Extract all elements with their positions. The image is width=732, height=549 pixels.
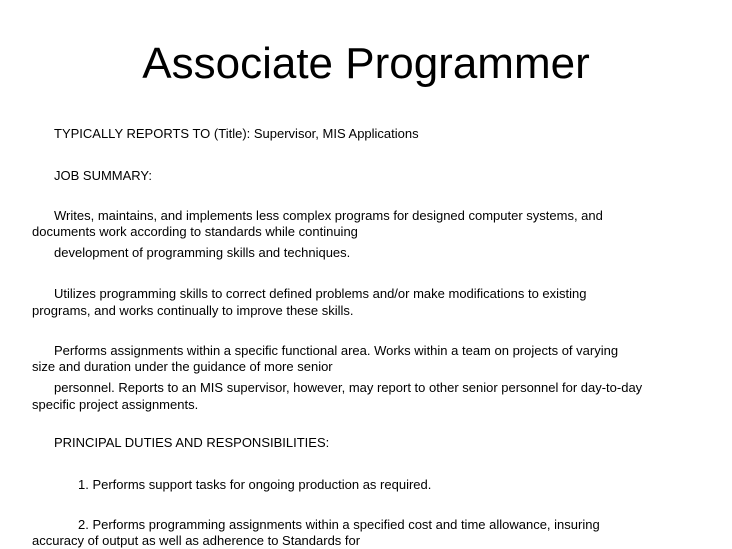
reports-to-line: TYPICALLY REPORTS TO (Title): Supervisor, MIS Applications (54, 126, 419, 141)
summary-p1-line-1: Writes, maintains, and implements less complex programs for designed computer systems, and (54, 208, 603, 223)
summary-p3-line-3: personnel. Reports to an MIS supervisor, however, may report to other senior personnel for day-to-day (54, 380, 643, 395)
summary-p3-line-2: size and duration under the guidance of more senior (32, 359, 333, 374)
summary-p1-line-2: documents work according to standards while continuing (32, 224, 358, 239)
summary-p1-line-3: development of programming skills and techniques. (54, 245, 351, 260)
duty-item-2-line-1: 2. Performs programming assignments within a specified cost and time allowance, insuring (78, 517, 600, 532)
page-title: Associate Programmer (142, 39, 590, 88)
duties-heading: PRINCIPAL DUTIES AND RESPONSIBILITIES: (54, 435, 330, 450)
job-summary-heading: JOB SUMMARY: (54, 168, 153, 183)
summary-p3-line-1: Performs assignments within a specific functional area. Works within a team on projects of varying (54, 343, 619, 358)
summary-p2-line-1: Utilizes programming skills to correct defined problems and/or make modifications to existing (54, 286, 587, 301)
duty-item-1: 1. Performs support tasks for ongoing production as required. (78, 477, 432, 492)
summary-p2-line-2: programs, and works continually to improve these skills. (32, 303, 354, 318)
summary-p3-line-4: specific project assignments. (32, 397, 199, 412)
duty-item-2-line-2: accuracy of output as well as adherence to Standards for (32, 533, 361, 548)
